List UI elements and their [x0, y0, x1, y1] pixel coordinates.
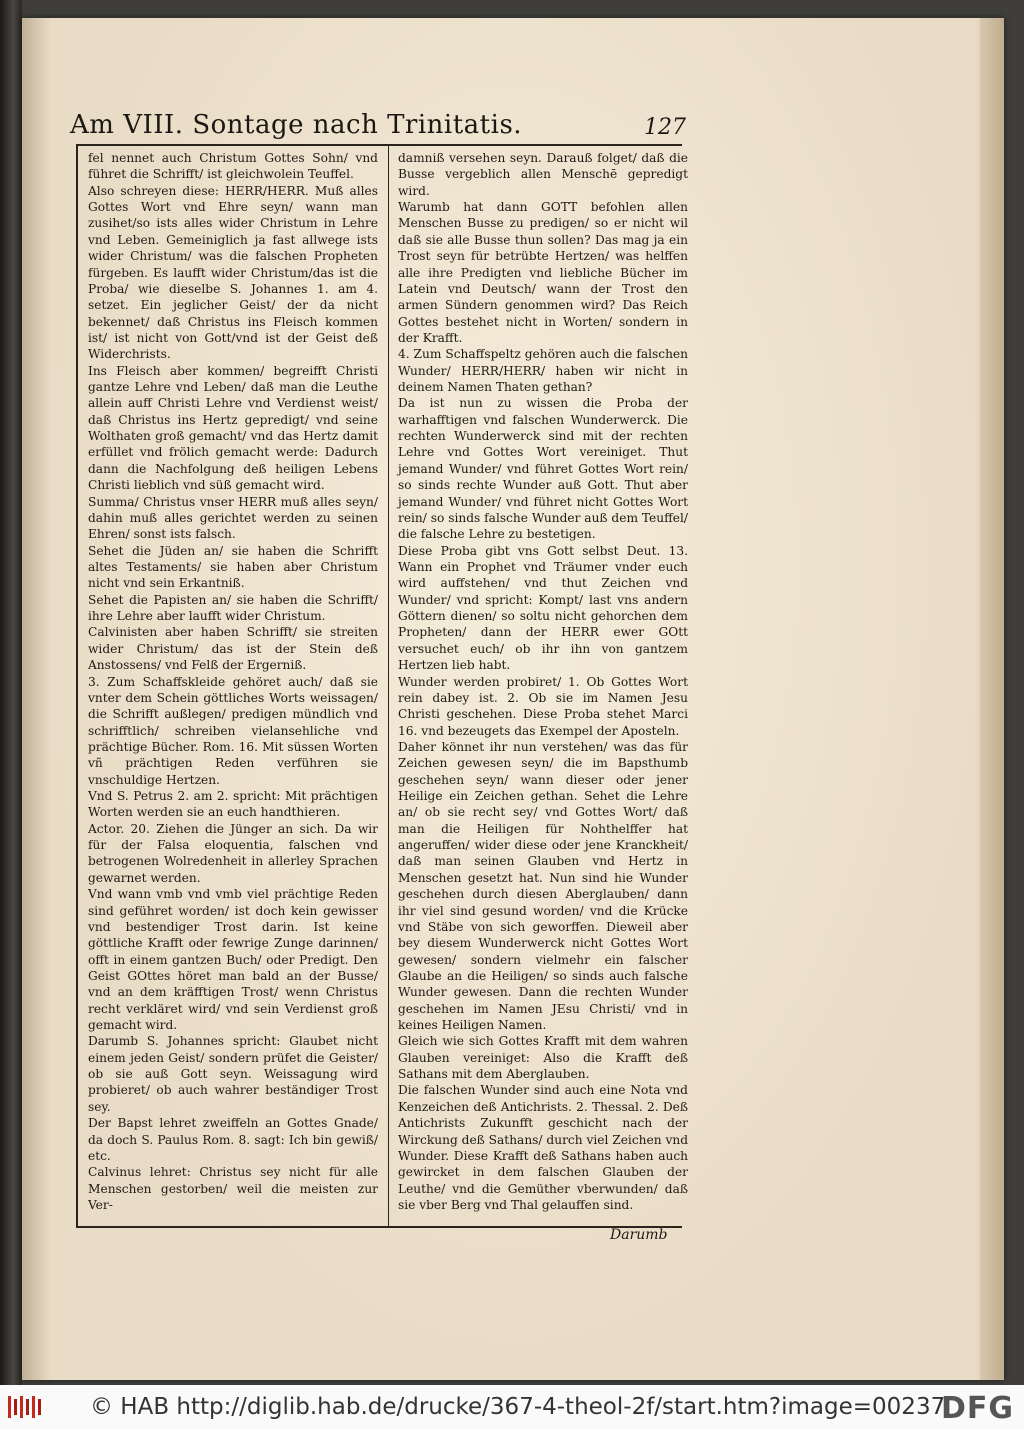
- paragraph: Diese Proba gibt vns Gott selbst Deut. 13. Wann ein Prophet vnd Träumer vnder euch wird auffstehen/ vnd thut Zeichen vnd Wunder/ vnd spricht: Kompt/ last vns andern Göttern dienen/ so soltu nicht gehorchen dem Propheten/ dann der HERR ewer GOtt versuchet euch/ ob ihr ihn von gantzem Hertzen lieb habt.: [398, 543, 688, 673]
- paragraph: Vnd wann vmb vnd vmb viel prächtige Reden sind geführet worden/ ist doch kein gewisser vnd bestendiger Trost darin. Ist keine göttliche Krafft oder fewrige Zunge darinnen/ offt in einem gantzen Buch/ oder Predigt. Den Geist GOttes höret man bald an der Busse/ vnd an dem kräfftigen Trost/ wenn Christus recht verkläret wird/ vnd sein Verdienst groß gemacht wird.: [88, 887, 378, 1033]
- paragraph: 3. Zum Schaffskleide gehöret auch/ daß sie vnter dem Schein göttliches Worts weissagen/ die Schrifft außlegen/ predigen mündlich vnd schrifftlich/ schreiben vielansehliche vnd prächtige Bücher. Rom. 16. Mit süssen Worten vñ prächtigen Reden verführen sie vnschuldige Hertzen.: [88, 674, 378, 787]
- paragraph: Vnd S. Petrus 2. am 2. spricht: Mit prächtigen Worten werden sie an euch handthieren.: [88, 789, 378, 820]
- paragraph: Daher könnet ihr nun verstehen/ was das für Zeichen gewesen seyn/ die im Bapsthumb geschehen seyn/ wann dieser oder jener Heilige ein Zeichen gethan. Sehet die Lehre an/ ob sie recht sey/ vnd Gottes Wort/ daß man die Heiligen für Nohthelffer hat angeruffen/ wider diese oder jene Kranckheit/ daß man seinen Glauben vnd Hertz in Menschen gesetzt hat. Nun sind hie Wunder geschehen durch diesen Aberglauben/ dann ihr viel sind gesund worden/ vnd die Krücke vnd Stäbe von sich geworffen. Dieweil aber bey diesem Wunderwerck nicht Gottes Wort gewesen/ sondern vielmehr ein falscher Glaube an die Heiligen/ so sinds auch falsche Wunder gewesen. Dann die rechten Wunder geschehen im Namen JEsu Christi/ vnd in keines Heiligen Namen.: [398, 739, 688, 1033]
- paragraph: damniß versehen seyn. Darauß folget/ daß die Busse vergeblich allen Menschē gepredigt wird.: [398, 151, 688, 198]
- paragraph: 4. Zum Schaffspeltz gehören auch die falschen Wunder/ HERR/HERR/ haben wir nicht in deinem Namen Thaten gethan?: [398, 347, 688, 395]
- left-rule: [76, 146, 78, 1226]
- paragraph: Darumb S. Johannes spricht: Glaubet nicht einem jeden Geist/ sondern prüfet die Geister/ ob sie auß Gott seyn. Weissagung wird probieret/ ob auch wahrer beständiger Trost sey.: [88, 1034, 378, 1114]
- source-url[interactable]: © HAB http://diglib.hab.de/drucke/367-4-theol-2f/start.htm?image=00237: [90, 1394, 946, 1420]
- page-number: 127: [644, 115, 686, 140]
- hab-logo-icon[interactable]: [8, 1394, 42, 1420]
- paragraph: Wunder werden probiret/ 1. Ob Gottes Wort rein dabey ist. 2. Ob sie im Namen Jesu Christi geschehen. Diese Proba stehet Marci 16. vnd bezeugets das Exempel der Aposteln.: [398, 674, 688, 738]
- paragraph: fel nennet auch Christum Gottes Sohn/ vnd führet die Schrifft/ ist gleichwolein Teuffel.: [88, 151, 378, 182]
- text-frame: [76, 144, 688, 1228]
- catchword: Darumb: [610, 1227, 668, 1243]
- paragraph: Warumb hat dann GOTT befohlen allen Menschen Busse zu predigen/ so er nicht wil daß sie alle Busse thun sollen? Das mag ja ein Trost seyn für betrübte Hertzen/ was helffen alle ihre Predigten vnd liebliche Bücher im Latein vnd Deutsch/ wann der Trost den armen Sündern genommen wird? Das Reich Gottes bestehet nicht in Worten/ sondern in der Krafft.: [398, 200, 688, 345]
- paragraph: Der Bapst lehret zweiffeln an Gottes Gnade/ da doch S. Paulus Rom. 8. sagt: Ich bin gewiß/ etc.: [88, 1116, 378, 1163]
- paragraph: Ins Fleisch aber kommen/ begreifft Christi gantze Lehre vnd Leben/ daß man die Leuthe allein auff Christi Lehre vnd Verdienst weist/ daß Christus ins Hertz gepredigt/ vnd seine Wolthaten groß gemacht/ vnd das Hertz damit erfüllet vnd frölich gemacht werde: Dadurch dann die Nachfolgung deß heiligen Lebens Christi lieblich vnd süß gemacht wird.: [88, 363, 378, 493]
- viewer-footer: [0, 1385, 1024, 1429]
- paragraph: Also schreyen diese: HERR/HERR. Muß alles Gottes Wort vnd Ehre seyn/ wann man zusihet/so ists alles wider Christum in Lehre vnd Leben. Gemeiniglich ja fast allwege ists wider Christum/ was die falschen Propheten fürgeben. Es laufft wider Christum/das ist die Proba/ wie dieselbe S. Johannes 1. am 4. setzet. Ein jeglicher Geist/ der da nicht bekennet/ daß Christus ins Fleisch kommen ist/ ist nicht von Gott/vnd ist der Geist deß Widerchrists.: [88, 183, 378, 362]
- paragraph: Actor. 20. Ziehen die Jünger an sich. Da wir für der Falsa eloquentia, falschen vnd betrogenen Wolredenheit in allerley Sprachen gewarnet werden.: [88, 821, 378, 885]
- paragraph: Da ist nun zu wissen die Proba der warhafftigen vnd falschen Wunderwerck. Die rechten Wunderwerck sind mit der rechten Lehre vnd Gottes Wort vereiniget. Thut jemand Wunder/ vnd führet Gottes Wort rein/ so sinds rechte Wunder auß Gott. Thut aber jemand Wunder/ vnd führet nicht Gottes Wort rein/ so sinds falsche Wunder auß dem Teuffel/ die falsche Lehre zu bestetigen.: [398, 396, 688, 542]
- paragraph: Calvinus lehret: Christus sey nicht für alle Menschen gestorben/ weil die meisten zur Ver-: [88, 1165, 378, 1212]
- paragraph: Gleich wie sich Gottes Krafft mit dem wahren Glauben vereiniget: Also die Krafft deß Sathans mit dem Aberglauben.: [398, 1034, 688, 1082]
- left-column: [88, 150, 378, 1213]
- paragraph: Die falschen Wunder sind auch eine Nota vnd Kenzeichen deß Antichrists. 2. Thessal. 2. Deß Antichrists Zukunfft geschicht nach der Wirckung deß Sathans/ durch viel Zeichen vnd Wunder. Diese Krafft deß Sathans haben auch gewircket in dem falschen Glauben der Leuthe/ vnd die Gemüther vberwunden/ daß sie vber Berg vnd Thal gelauffen sind.: [398, 1083, 688, 1212]
- right-column: [398, 150, 688, 1213]
- paragraph: Calvinisten aber haben Schrifft/ sie streiten wider Christum/ das ist der Stein deß Anstossens/ vnd Felß der Ergerniß.: [88, 625, 378, 673]
- column-divider: [388, 146, 389, 1226]
- running-head: Am VIII. Sontage nach Trinitatis.: [70, 110, 523, 140]
- paragraph: Summa/ Christus vnser HERR muß alles seyn/ dahin muß alles gerichtet werden zu seinen Ehren/ sonst ists falsch.: [88, 494, 378, 542]
- dfg-logo[interactable]: DFG: [940, 1391, 1014, 1426]
- paragraph: Sehet die Jüden an/ sie haben die Schrifft altes Testaments/ sie haben aber Christum nicht vnd sein Erkantniß.: [88, 543, 378, 591]
- page-fore-edge: [980, 18, 1004, 1380]
- book-spine-edge: [0, 0, 22, 1385]
- page-header: [70, 100, 686, 140]
- paragraph: Sehet die Papisten an/ sie haben die Schrifft/ ihre Lehre aber laufft wider Christum.: [88, 592, 378, 624]
